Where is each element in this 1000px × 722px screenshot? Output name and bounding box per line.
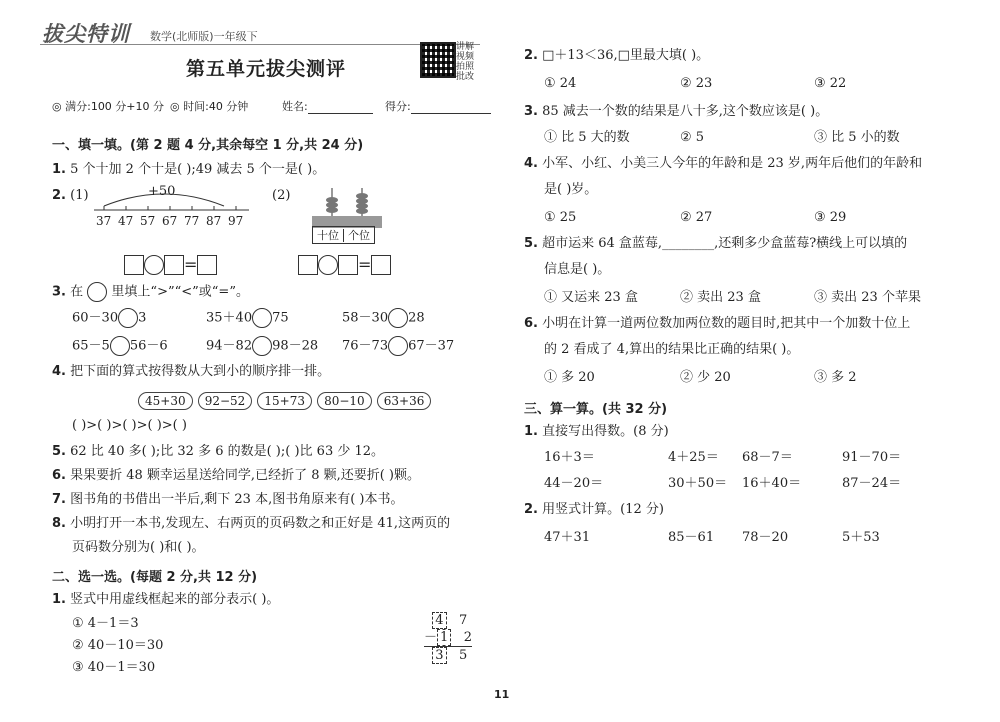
s1-q8b: 页码数分别为( )和( )。 [72,540,205,555]
s3-q2-item[interactable]: 78－20 [742,530,789,545]
s3-q1-item[interactable]: 16＋40＝ [742,476,802,491]
s2-q4: 4. 小军、小红、小美三人今年的年龄和是 23 岁,两年后他们的年龄和 [524,156,923,171]
s2-q6-opt2[interactable]: ② 少 20 [680,370,731,385]
s2-q5b: 信息是( )。 [544,262,611,277]
s2-q5: 5. 超市运来 64 盒蓝莓,________,还剩多少盒蓝莓?横线上可以填的 [524,236,908,251]
subject-label: 数学(北师版)一年级下 [150,30,258,43]
s3-q1-item[interactable]: 44－20＝ [544,476,604,491]
s2-q4-opt3[interactable]: ③ 29 [814,210,847,225]
bubble: 63+36 [377,392,432,410]
s2-q5-opt2[interactable]: ② 卖出 23 盒 [680,290,761,305]
page-title: 第五单元拔尖测评 [186,58,347,80]
s2-q1-opt2[interactable]: ② 40－10＝30 [72,638,164,653]
compare-row-2b[interactable]: 94－82 98－28 [206,336,318,356]
s1-q8: 8. 小明打开一本书,发现左、右两页的页码数之和正好是 41,这两页的 [52,516,451,531]
s2-q2-opt2[interactable]: ② 23 [680,76,713,91]
s2-q2: 2. □＋13＜36,□里最大填( )。 [524,48,710,63]
s3-q1-item[interactable]: 30＋50＝ [668,476,728,491]
s2-q6: 6. 小明在计算一道两位数加两位数的题目时,把其中一个加数十位上 [524,316,911,331]
s3-q1-item[interactable]: 68－7＝ [742,450,793,465]
section-2-title: 二、选一选。(每题 2 分,共 12 分) [52,570,258,585]
full-score: ◎ 满分:100 分+10 分 [52,100,165,113]
s3-q2-item[interactable]: 5＋53 [842,530,880,545]
bubble: 45+30 [138,392,193,410]
q4-order[interactable]: ( )>( )>( )>( )>( ) [72,418,187,433]
compare-row-2c[interactable]: 76－73 67－37 [342,336,454,356]
equation-boxes-1[interactable]: = [124,254,217,275]
s1-q2: 2. (1) [52,188,89,203]
s2-q4b: 是( )岁。 [544,182,598,197]
time-limit: ◎ 时间:40 分钟 [170,100,249,113]
s1-q1: 1. 5 个十加 2 个十是( );49 减去 5 个一是( )。 [52,162,326,177]
s1-q5: 5. 62 比 40 多( );比 32 多 6 的数是( );( )比 63 少 12。 [52,444,385,459]
brand-logo: 拔尖特训 [42,22,130,46]
number-line-label: 57 [140,214,156,228]
s1-q7: 7. 图书角的书借出一半后,剩下 23 本,图书角原来有( )本书。 [52,492,404,507]
s2-q3-opt1[interactable]: ① 比 5 大的数 [544,130,630,145]
s3-q2: 2. 用竖式计算。(12 分) [524,502,664,517]
qr-note: 讲解视频拍照批改 [456,42,475,82]
s3-q2-item[interactable]: 85－61 [668,530,715,545]
s3-q1-item[interactable]: 16＋3＝ [544,450,595,465]
compare-row-1[interactable]: 60－30 3 [72,308,146,328]
number-line-label: 67 [162,214,178,228]
s1-q4: 4. 把下面的算式按得数从大到小的顺序排一排。 [52,364,331,379]
s2-q2-opt3[interactable]: ③ 22 [814,76,847,91]
s2-q5-opt1[interactable]: ① 又运来 23 盒 [544,290,638,305]
s2-q4-opt1[interactable]: ① 25 [544,210,577,225]
s1-q6: 6. 果果要折 48 颗幸运星送给同学,已经折了 8 颗,还要折( )颗。 [52,468,421,483]
score-field[interactable]: 得分: [385,98,491,114]
s2-q3: 3. 85 减去一个数的结果是八十多,这个数应该是( )。 [524,104,829,119]
compare-row-1b[interactable]: 35＋40 75 [206,308,289,328]
s2-q4-opt2[interactable]: ② 27 [680,210,713,225]
s3-q1-item[interactable]: 87－24＝ [842,476,902,491]
s3-q2-item[interactable]: 47＋31 [544,530,591,545]
s2-q6-opt3[interactable]: ③ 多 2 [814,370,857,385]
abacus-icon [312,186,382,228]
bubble: 15+73 [257,392,312,410]
number-line-label: 77 [184,214,200,228]
equation-boxes-2[interactable]: = [298,254,391,275]
number-line-label: 97 [228,214,244,228]
q4-bubbles [138,390,431,410]
name-field[interactable]: 姓名: [282,98,373,114]
s2-q3-opt2[interactable]: ② 5 [680,130,705,145]
s2-q1-opt3[interactable]: ③ 40－1＝30 [72,660,156,675]
bubble: 92−52 [198,392,253,410]
compare-row-1c[interactable]: 58－30 28 [342,308,425,328]
compare-row-2[interactable]: 65－5 56－6 [72,336,168,356]
s2-q6b: 的 2 看成了 4,算出的结果比正确的结果( )。 [544,342,800,357]
qr-code-icon[interactable] [420,42,456,78]
s3-q1-item[interactable]: 4＋25＝ [668,450,719,465]
s2-q3-opt3[interactable]: ③ 比 5 小的数 [814,130,900,145]
s3-q1-item[interactable]: 91－70＝ [842,450,902,465]
vertical-calculation: 4 7 － 1 2 3 5 [424,613,472,663]
bubble: 80−10 [317,392,372,410]
s1-q2-2: (2) [272,188,291,203]
section-3-title: 三、算一算。(共 32 分) [524,402,668,417]
s2-q2-opt1[interactable]: ① 24 [544,76,577,91]
arc-label: +50 [148,184,176,199]
section-1-title: 一、填一填。(第 2 题 4 分,其余每空 1 分,共 24 分) [52,138,364,153]
s2-q1: 1. 竖式中用虚线框起来的部分表示( )。 [52,592,280,607]
s2-q1-opt1[interactable]: ① 4－1＝3 [72,616,139,631]
s2-q5-opt3[interactable]: ③ 卖出 23 个苹果 [814,290,921,305]
page-number: 11 [494,688,510,701]
header-divider [40,44,480,45]
number-line-label: 87 [206,214,222,228]
s2-q6-opt1[interactable]: ① 多 20 [544,370,595,385]
number-line-label: 37 [96,214,112,228]
place-value-table: 十位 个位 [312,226,375,244]
s3-q1: 1. 直接写出得数。(8 分) [524,424,669,439]
s1-q3: 3. 在 里填上“>”“<”或“=”。 [52,282,249,302]
number-line-label: 47 [118,214,134,228]
